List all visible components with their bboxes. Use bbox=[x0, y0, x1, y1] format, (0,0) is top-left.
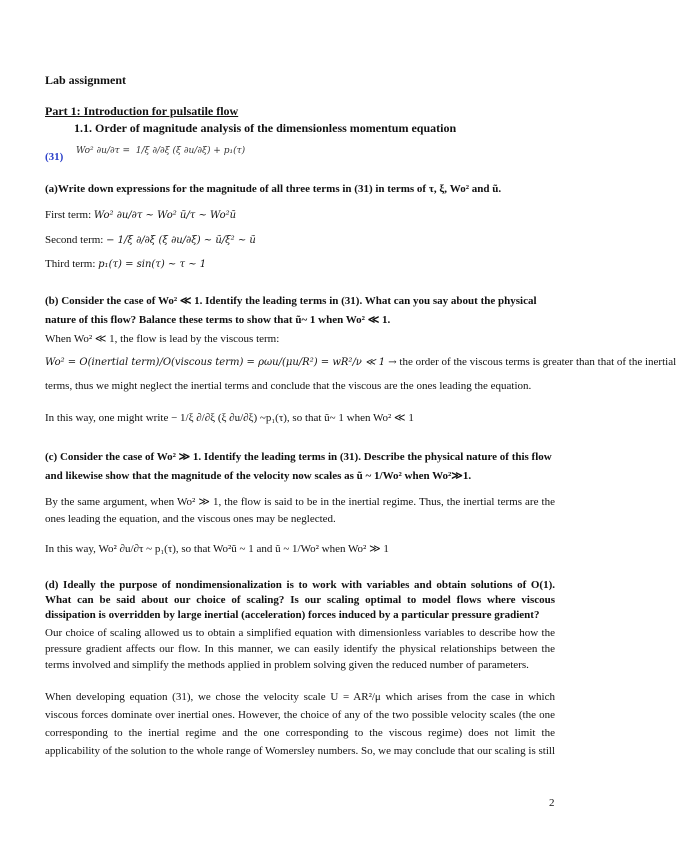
second-term bbox=[45, 234, 256, 247]
second-term-label: Second term: bbox=[45, 234, 104, 246]
question-b-line2: nature of this flow? Balance these terms to show that ũ~ 1 when Wo² ≪ 1. bbox=[45, 314, 391, 326]
answer-c-line2: In this way, Wo² ∂u/∂τ ~ p₁(τ), so that Wo²ũ ~ 1 and ũ ~ 1/Wo² when Wo² ≫ 1 bbox=[45, 543, 389, 555]
page-number: 2 bbox=[549, 797, 555, 809]
answer-c-paragraph: By the same argument, when Wo² ≫ 1, the flow is said to be in the inertial regime. Thus, the inertial terms are the ones leading the equation, and the viscous ones may be neglected. bbox=[45, 496, 555, 525]
third-term-label: Third term: bbox=[45, 258, 96, 270]
answer-b-eq-math: Wo² = O(inertial term)/O(viscous term) = ρωu/(μu/R²) = wR²/ν ≪ 1 → bbox=[45, 357, 397, 368]
question-c-line2: and likewise show that the magnitude of the velocity now scales as ũ ~ 1/Wo² when Wo²≫1. bbox=[45, 470, 472, 482]
question-b-line1: (b) Consider the case of Wo² ≪ 1. Identify the leading terms in (31). What can you say about the physical bbox=[45, 295, 537, 307]
answer-d-paragraph1: Our choice of scaling allowed us to obtain a simplified equation with dimensionless variables to describe how the pressure gradient affects our flow. In this manner, we can easily identify the physical relationships between the terms involved and simplify the methods applied in problem solving given the reduced number of parameters. bbox=[45, 627, 555, 671]
equation-31-lhs: Wo² ∂u/∂τ bbox=[76, 146, 120, 156]
question-c-line1: (c) Consider the case of Wo² ≫ 1. Identify the leading terms in (31). Describe the physical nature of this flow bbox=[45, 451, 552, 463]
answer-b-eq-tail: the order of the viscous terms is greater than that of the inertial bbox=[399, 356, 676, 368]
answer-b-line4: In this way, one might write − 1/ξ ∂/∂ξ (ξ ∂u/∂ξ) ~p₁(τ), so that ũ~ 1 when Wo² ≪ 1 bbox=[45, 412, 414, 424]
document-heading: Lab assignment bbox=[45, 73, 127, 87]
first-term-expr: Wo² ∂u/∂τ ~ Wo² ũ/τ ~ Wo²ũ bbox=[93, 210, 237, 221]
first-term-label: First term: bbox=[45, 209, 92, 221]
question-d: (d) Ideally the purpose of nondimensionalization is to work with variables and obtain solutions of O(1). What can be said about our choice of scaling? Is our scaling optimal to model flows where viscous dissipation is overridden by large inertial (acceleration) forces induced by a particular pressure gradient? bbox=[45, 579, 555, 621]
third-term-expr: p₁(τ) = sin(τ) ~ τ ~ 1 bbox=[98, 259, 207, 270]
part-title: Part 1: Introduction for pulsatile flow bbox=[45, 104, 239, 118]
question-a: (a)Write down expressions for the magnitude of all three terms in (31) in terms of τ, ξ, Wo² and ũ. bbox=[45, 183, 502, 195]
equation-31-rhs: 1/ξ ∂/∂ξ (ξ ∂u/∂ξ) + p₁(τ) bbox=[135, 146, 246, 156]
first-term bbox=[45, 209, 236, 222]
answer-d-paragraph2: When developing equation (31), we chose the velocity scale U = AR²/μ which arises from the case in which viscous forces dominate over inertial ones. However, the choice of any of the two possible velocity scales (the one corresponding to the inertial regime and the one corresponding to the viscous regime) does not limit the applicability of the solution to the whole range of Womersley numbers. So, we may conclude that our scaling is still bbox=[45, 691, 556, 757]
third-term bbox=[45, 258, 206, 271]
second-term-expr: − 1/ξ ∂/∂ξ (ξ ∂u/∂ξ) ~ ũ/ξ² ~ ũ bbox=[106, 235, 256, 246]
equation-31: Wo² ∂u/∂τ = 1/ξ ∂/∂ξ (ξ ∂u/∂ξ) + p₁(τ) bbox=[76, 146, 246, 156]
answer-b-line3: terms, thus we might neglect the inertial terms and conclude that the viscous are the ones leading the equation. bbox=[45, 380, 532, 392]
equation-label: (31) bbox=[45, 151, 64, 163]
answer-b-line1: When Wo² ≪ 1, the flow is lead by the viscous term: bbox=[45, 333, 280, 345]
answer-b-equation bbox=[45, 356, 676, 369]
section-title: 1.1. Order of magnitude analysis of the dimensionless momentum equation bbox=[74, 121, 457, 135]
